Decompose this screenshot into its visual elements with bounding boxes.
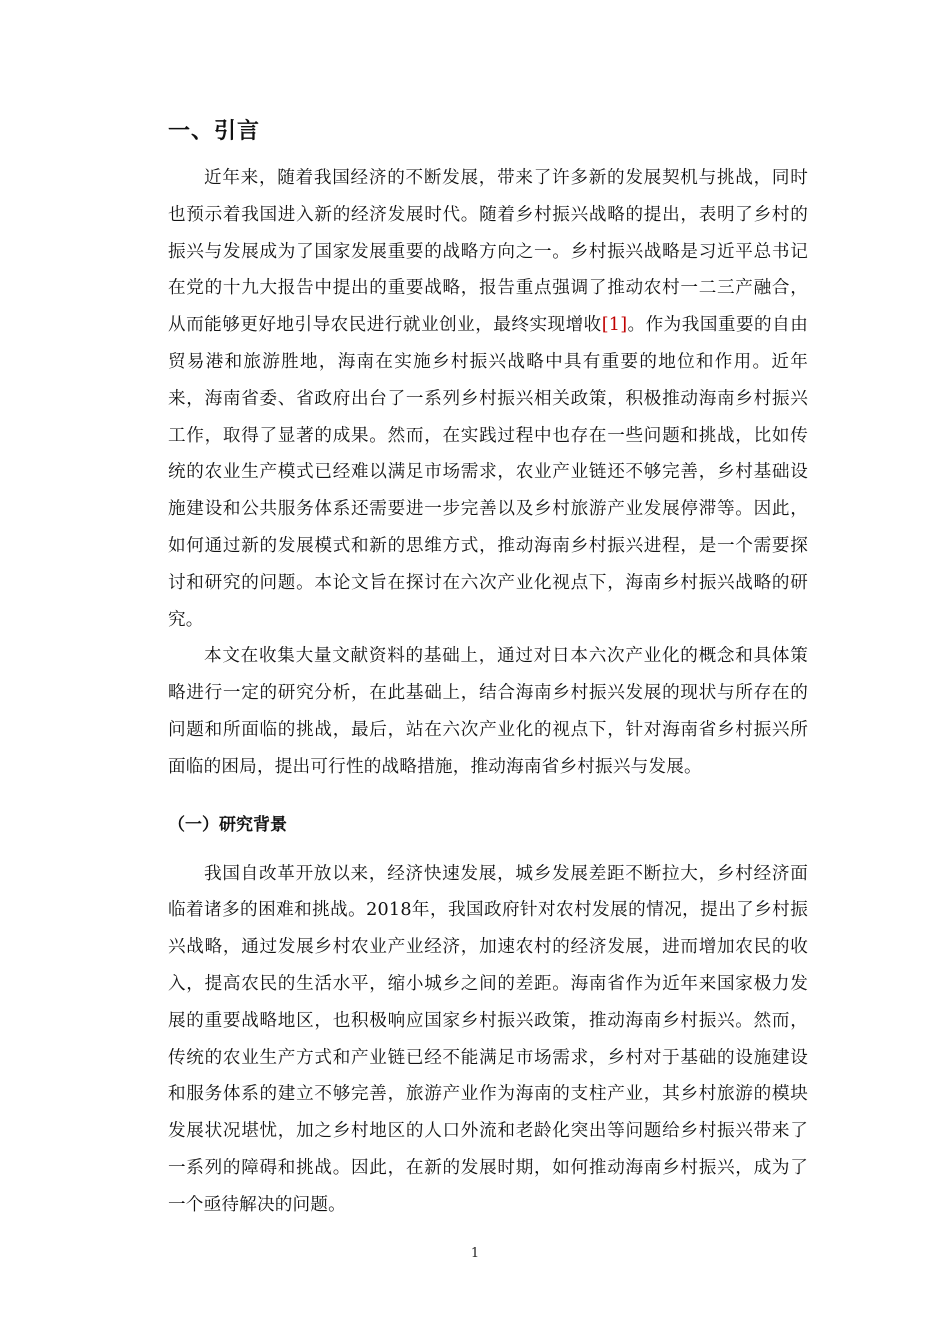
intro-paragraph-1 [168, 160, 808, 638]
intro-paragraph-1-text-b: 。作为我国重要的自由贸易港和旅游胜地，海南在实施乡村振兴战略中具有重要的地位和作用。近年来，海南省委、省政府出台了一系列乡村振兴相关政策，积极推动海南乡村振兴工作，取得了显著的成果。然而，在实践过程中也存在一些问题和挑战，比如传统的农业生产模式已经难以满足市场需求，农业产业链还不够完善，乡村基础设施建设和公共服务体系还需要进一步完善以及乡村旅游产业发展停滞等。因此，如何通过新的发展模式和新的思维方式，推动海南乡村振兴进程，是一个需要探讨和研究的问题。本论文旨在探讨在六次产业化视点下，海南乡村振兴战略的研究。 [168, 315, 808, 630]
background-paragraph: 我国自改革开放以来，经济快速发展，城乡发展差距不断拉大，乡村经济面临着诸多的困难和挑战。2018年，我国政府针对农村发展的情况，提出了乡村振兴战略，通过发展乡村农业产业经济，加速农村的经济发展，进而增加农民的收入，提高农民的生活水平，缩小城乡之间的差距。海南省作为近年来国家极力发展的重要战略地区，也积极响应国家乡村振兴政策，推动海南乡村振兴。然而，传统的农业生产方式和产业链已经不能满足市场需求，乡村对于基础的设施建设和服务体系的建立不够完善，旅游产业作为海南的支柱产业，其乡村旅游的模块发展状况堪忧，加之乡村地区的人口外流和老龄化突出等问题给乡村振兴带来了一系列的障碍和挑战。因此，在新的发展时期，如何推动海南乡村振兴，成为了一个亟待解决的问题。 [168, 863, 808, 1215]
intro-paragraph-1-text-a: 近年来，随着我国经济的不断发展，带来了许多新的发展契机与挑战，同时也预示着我国进入新的经济发展时代。随着乡村振兴战略的提出，表明了乡村的振兴与发展成为了国家发展重要的战略方向之一。乡村振兴战略是习近平总书记在党的十九大报告中提出的重要战略，报告重点强调了推动农村一二三产融合，从而能够更好地引导农民进行就业创业，最终实现增收 [168, 168, 808, 336]
citation-reference[interactable]: [1] [601, 315, 628, 336]
intro-paragraph-2: 本文在收集大量文献资料的基础上，通过对日本六次产业化的概念和具体策略进行一定的研究分析，在此基础上，结合海南乡村振兴发展的现状与所存在的问题和所面临的挑战，最后，站在六次产业化的视点下，针对海南省乡村振兴所面临的困局，提出可行性的战略措施，推动海南省乡村振兴与发展。 [168, 646, 808, 777]
subsection-heading: （一）研究背景 [168, 814, 287, 835]
page-number: 1 [470, 1246, 480, 1261]
page-content [168, 112, 808, 1224]
section-heading: 一、引言 [168, 119, 261, 144]
